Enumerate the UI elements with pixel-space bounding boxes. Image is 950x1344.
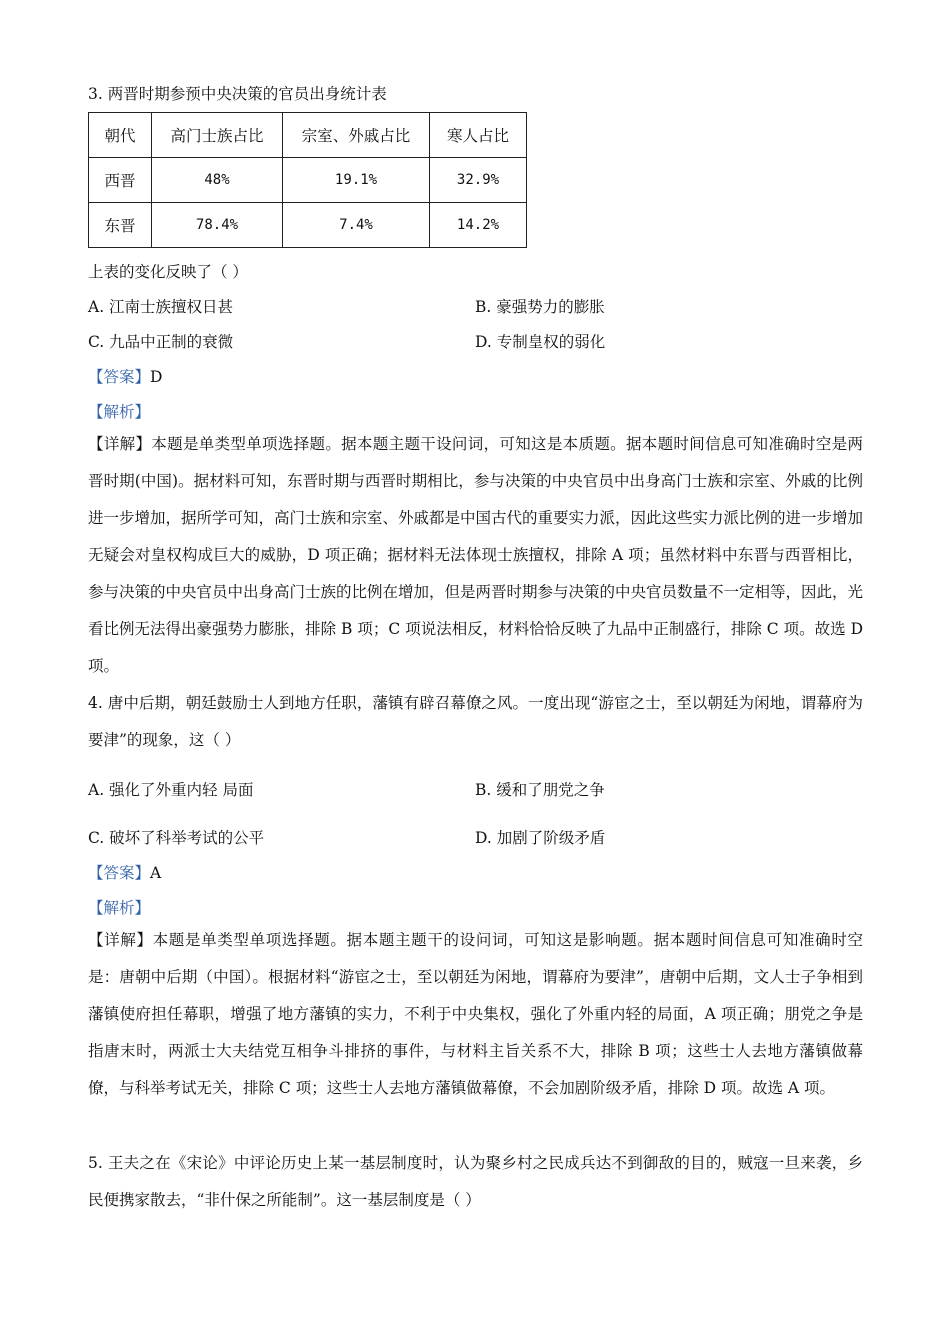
table-row — [89, 203, 527, 248]
table-header-cell: 高门士族占比 — [152, 113, 283, 158]
q4-option-b: B. 缓和了朋党之争 — [475, 781, 605, 799]
table-cell: 东晋 — [89, 203, 152, 248]
q4-option-a: A. 强化了外重内轻 局面 — [88, 781, 254, 799]
q3-option-a: A. 江南士族擅权日甚 — [88, 298, 234, 316]
q3-title: 3. 两晋时期参预中央决策的官员出身统计表 — [88, 85, 387, 103]
q4-stem: 4. 唐中后期，朝廷鼓励士人到地方任职，藩镇有辟召幕僚之风。一度出现“游宦之士，至以朝廷为闲地，谓幕府为要津”的现象，这（ ） — [88, 694, 863, 749]
answer-tag: 【答案】 — [88, 864, 151, 882]
q4-answer — [88, 863, 161, 883]
statistics-table — [88, 112, 527, 248]
q3-option-c: C. 九品中正制的衰微 — [88, 333, 234, 351]
detail-text: 本题是单类型单项选择题。据本题主题干的设问词，可知这是影响题。据本题时间信息可知准确时空是：唐朝中后期（中国）。根据材料“游宦之士，至以朝廷为闲地，谓幕府为要津”，唐朝中后期，文人士子争相到藩镇使府担任幕职，增强了地方藩镇的实力，不利于中央集权，强化了外重内轻的局面，A 项正确；朋党之争是指唐末时，两派士大夫结党互相争斗排挤的事件，与材料主旨关系不大，排除 B 项；这些士人去地方藩镇做幕僚，与科举考试无关，排除 C 项；这些士人去地方藩镇做幕僚，不会加剧阶级矛盾，排除 D 项。故选 A 项。 — [88, 931, 863, 1097]
table-cell: 7.4% — [283, 203, 430, 248]
q3-analysis-tag: 【解析】 — [88, 403, 151, 421]
q4-option-d: D. 加剧了阶级矛盾 — [475, 829, 606, 847]
table-header-cell: 朝代 — [89, 113, 152, 158]
table-cell: 西晋 — [89, 158, 152, 203]
q4-option-c: C. 破坏了科举考试的公平 — [88, 829, 265, 847]
table-cell: 19.1% — [283, 158, 430, 203]
q3-option-b: B. 豪强势力的膨胀 — [475, 298, 605, 316]
table-header-cell: 宗室、外戚占比 — [283, 113, 430, 158]
q3-option-d: D. 专制皇权的弱化 — [475, 333, 606, 351]
detail-tag: 【详解】 — [88, 931, 153, 949]
table-header-row — [89, 113, 527, 158]
answer-value: A — [150, 864, 162, 882]
table-header-cell: 寒人占比 — [430, 113, 527, 158]
q5-stem: 5. 王夫之在《宋论》中评论历史上某一基层制度时，认为聚乡村之民成兵达不到御敌的目的，贼寇一旦来袭，乡民便携家散去，“非什保之所能制”。这一基层制度是（ ） — [88, 1154, 863, 1209]
table-row — [89, 158, 527, 203]
table-cell: 32.9% — [430, 158, 527, 203]
answer-tag: 【答案】 — [88, 368, 151, 386]
answer-value: D — [150, 368, 163, 386]
detail-tag: 【详解】 — [88, 435, 152, 453]
q3-detail — [88, 426, 863, 685]
q4-analysis-tag: 【解析】 — [88, 899, 151, 917]
q3-question: 上表的变化反映了（ ） — [88, 263, 248, 281]
table-cell: 14.2% — [430, 203, 527, 248]
table-cell: 78.4% — [152, 203, 283, 248]
table-cell: 48% — [152, 158, 283, 203]
detail-text: 本题是单类型单项选择题。据本题主题干设问词，可知这是本质题。据本题时间信息可知准确时空是两晋时期(中国)。据材料可知，东晋时期与西晋时期相比，参与决策的中央官员中出身高门士族和宗室、外戚的比例进一步增加，据所学可知，高门士族和宗室、外戚都是中国古代的重要实力派，因此这些实力派比例的进一步增加无疑会对皇权构成巨大的威胁，D 项正确；据材料无法体现士族擅权，排除 A 项；虽然材料中东晋与西晋相比，参与决策的中央官员中出身高门士族的比例在增加，但是两晋时期参与决策的中央官员数量不一定相等，因此，光看比例无法得出豪强势力膨胀，排除 B 项；C 项说法相反，材料恰恰反映了九品中正制盛行，排除 C 项。故选 D 项。 — [88, 435, 864, 675]
q4-detail — [88, 922, 863, 1107]
q3-answer — [88, 367, 162, 387]
